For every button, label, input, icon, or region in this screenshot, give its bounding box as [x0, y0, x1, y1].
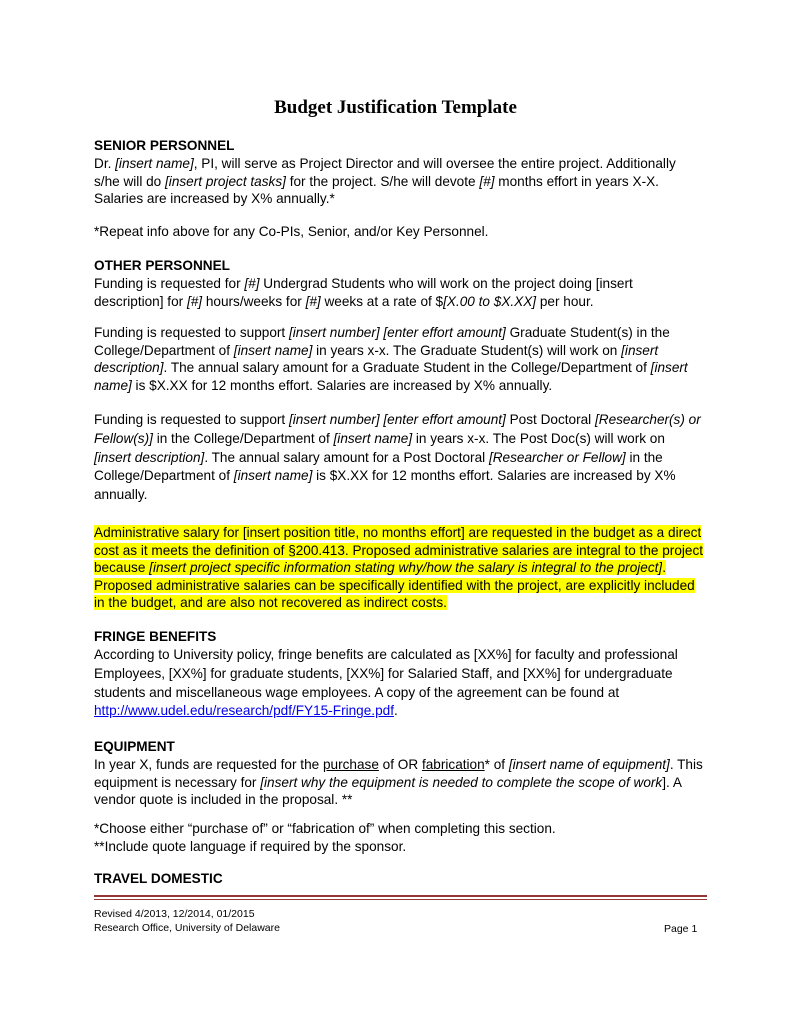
text-run: . [393, 703, 398, 719]
text-run: Funding is requested to support [94, 325, 289, 340]
text-run: weeks at a rate of $ [320, 293, 444, 309]
text-run: per hour. [536, 293, 594, 309]
admin-salary-paragraph [94, 524, 704, 612]
placeholder-text: [#] [305, 293, 321, 309]
senior-personnel-section [94, 137, 704, 208]
text-run: is $X.XX for 12 months effort. Salaries are increased by X% annually. [94, 468, 676, 503]
fringe-benefits-paragraph [94, 646, 704, 721]
placeholder-text: [insert name of equipment] [508, 757, 670, 772]
highlighted-text: . Proposed administrative salaries can be specifically identified with the project, are explicitly included in the budget, and are also not recovered as indirect costs. [94, 560, 695, 611]
text-run: Funding is requested to support [94, 412, 289, 427]
placeholder-text: [#] [479, 173, 495, 189]
footer-office: Research Office, University of Delaware [94, 922, 280, 934]
other-personnel-section [94, 257, 704, 310]
postdoc-paragraph [94, 411, 704, 505]
text-run: . This equipment is necessary for [94, 757, 703, 790]
text-run: of OR [378, 757, 422, 772]
text-run: , PI, will serve as Project Director and will oversee the entire project. Additionally s/he will do [94, 156, 676, 189]
text-run: Dr. [94, 156, 116, 171]
repeat-note: *Repeat info above for any Co-PIs, Senior, and/or Key Personnel. [94, 224, 489, 239]
fringe-agreement-link[interactable]: http://www.udel.edu/research/pdf/FY15-Fringe.pdf [94, 703, 394, 719]
text-run: hours/weeks for [202, 293, 306, 309]
placeholder-text: [insert project tasks] [165, 173, 286, 189]
senior-personnel-paragraph [94, 155, 704, 208]
placeholder-text: [insert name] [233, 342, 313, 358]
placeholder-text: [#] [244, 276, 260, 291]
text-run: In year X, funds are requested for the [94, 757, 323, 772]
placeholder-text: [insert name] [94, 360, 688, 393]
placeholder-text: [insert name] [115, 156, 194, 171]
text-run: in the College/Department of [152, 430, 334, 446]
placeholder-text: [insert name] [333, 430, 413, 446]
text-run: ]. A vendor quote is included in the proposal. ** [94, 774, 682, 808]
placeholder-text: [Researcher or Fellow] [488, 449, 626, 465]
fringe-benefits-heading: FRINGE BENEFITS [94, 629, 217, 644]
text-run: Undergrad Students who will work on the project doing [insert description] for [94, 276, 633, 309]
footer-rule-thick [94, 895, 707, 897]
placeholder-text: [insert number] [enter effort amount] [288, 325, 506, 340]
text-run: . The annual salary amount for a Post Doctoral [204, 449, 489, 465]
equipment-note-1: *Choose either “purchase of” or “fabrication of” when completing this section. [94, 821, 556, 836]
footer [94, 907, 280, 935]
placeholder-text: [insert description] [94, 449, 205, 465]
footer-rule-thin [94, 899, 707, 900]
placeholder-text: [insert description] [94, 342, 659, 376]
text-run: * of [484, 757, 509, 772]
text-run: Funding is requested for [94, 276, 245, 291]
placeholder-text: [#] [186, 293, 203, 309]
highlighted-placeholder-text: [insert project specific information stating why/how the salary is integral to the project] [149, 560, 663, 576]
text-run: is $X.XX for 12 months effort. Salaries are increased by X% annually. [131, 377, 553, 393]
other-personnel-heading: OTHER PERSONNEL [94, 258, 230, 273]
senior-personnel-heading: SENIOR PERSONNEL [94, 138, 235, 153]
graduate-paragraph [94, 324, 704, 394]
text-run: Post Doctoral [505, 412, 595, 427]
underlined-text: purchase [322, 757, 379, 772]
text-run: According to University policy, fringe benefits are calculated as [XX%] for faculty and professional Employees, [XX%] for graduate students, [XX%] for Salaried Staff, and [XX%] for undergraduate students and miscellaneous wage employees. A copy of the agreement can be found at [94, 647, 678, 700]
placeholder-text: [Researcher(s) or Fellow(s)] [94, 412, 701, 446]
text-run: in years x-x. The Post Doc(s) will work on [412, 430, 665, 446]
undergrad-paragraph [94, 275, 704, 310]
equipment-notes [94, 820, 704, 855]
highlighted-text: Administrative salary for [insert position title, no months effort] are requested in the budget as a direct cost as it meets the definition of §200.413. Proposed administrative salaries are integral to the project because [94, 525, 704, 576]
equipment-paragraph [94, 756, 704, 809]
page-number: Page 1 [664, 923, 698, 935]
document-title: Budget Justification Template [274, 97, 517, 118]
placeholder-text: [insert why the equipment is needed to complete the scope of work [260, 774, 663, 790]
underlined-text: fabrication [421, 757, 485, 772]
text-run: . The annual salary amount for a Graduate Student in the College/Department of [163, 360, 651, 376]
equipment-heading: EQUIPMENT [94, 739, 175, 754]
text-run: in the College/Department of [94, 449, 663, 484]
text-run: months effort in years X-X. Salaries are increased by X% annually.* [94, 173, 659, 207]
text-run: in years x-x. The Graduate Student(s) will work on [312, 342, 622, 358]
footer-revised: Revised 4/2013, 12/2014, 01/2015 [94, 908, 255, 920]
travel-domestic-heading: TRAVEL DOMESTIC [94, 871, 223, 886]
placeholder-text: [insert name] [233, 468, 313, 484]
equipment-section [94, 738, 704, 809]
placeholder-text: [X.00 to $X.XX] [443, 293, 537, 309]
text-run: for the project. S/he will devote [285, 173, 480, 189]
equipment-note-2: **Include quote language if required by the sponsor. [94, 838, 407, 854]
placeholder-text: [insert number] [enter effort amount] [288, 412, 506, 427]
text-run: Graduate Student(s) in the College/Department of [94, 325, 670, 358]
fringe-benefits-section [94, 628, 704, 721]
